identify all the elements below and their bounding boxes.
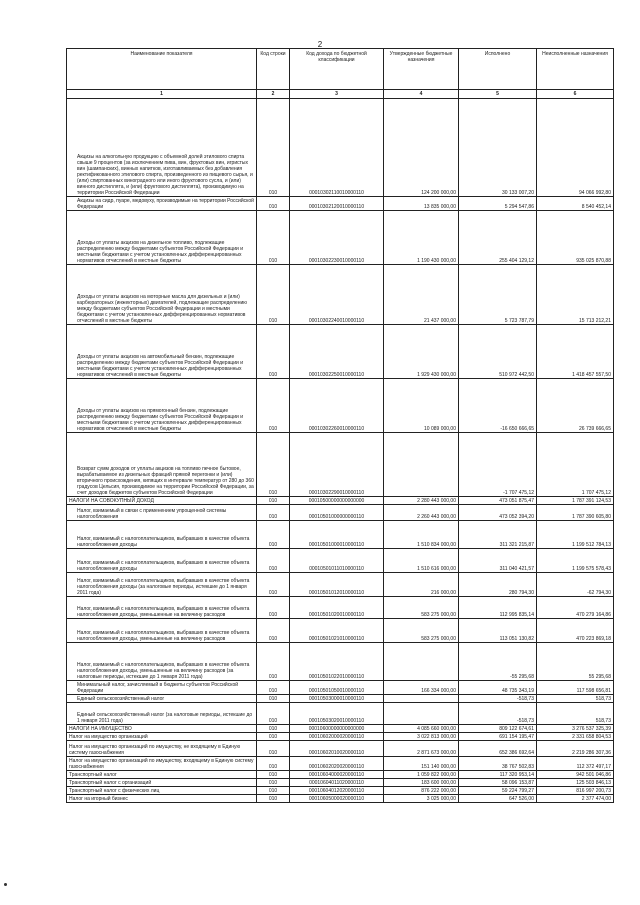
row-unexecuted: 2 219 286 307,36 (537, 741, 614, 757)
row-executed: 5 294 547,86 (459, 197, 537, 211)
row-executed: 112 995 835,14 (459, 597, 537, 619)
row-approved (384, 643, 459, 681)
row-income-code: 00010302120010000110 (290, 197, 384, 211)
row-executed: 647 526,00 (459, 795, 537, 803)
row-executed: 5 723 787,79 (459, 265, 537, 325)
table-row (67, 703, 614, 725)
row-line-code: 010 (257, 325, 290, 379)
scan-dot (4, 883, 7, 886)
row-line-code: 010 (257, 643, 290, 681)
row-approved (384, 695, 459, 703)
row-unexecuted: 94 066 992,80 (537, 99, 614, 197)
header-line-code: Код строки (257, 49, 290, 90)
row-name: Налог, взимаемый с налогоплательщиков, выбравших в качестве объекта налогообложения доходы, уменьшенные на величину расходов (67, 597, 257, 619)
row-line-code: 010 (257, 379, 290, 433)
table-row (67, 265, 614, 325)
row-executed: 38 767 502,83 (459, 757, 537, 771)
row-income-code: 00010605000020000110 (290, 795, 384, 803)
row-line-code: 010 (257, 681, 290, 695)
page-number: 2 (317, 40, 323, 49)
row-executed: 473 051 875,47 (459, 497, 537, 505)
row-name: Налог, взимаемый с налогоплательщиков, выбравших в качестве объекта налогообложения доходы, уменьшенные на величину расходов (за налоговые периоды, истекшие до 1 января 2011 года) (67, 643, 257, 681)
row-name: НАЛОГИ НА ИМУЩЕСТВО (67, 725, 257, 733)
table-row (67, 757, 614, 771)
table-row (67, 619, 614, 643)
row-executed: 30 133 007,20 (459, 99, 537, 197)
row-unexecuted: 470 279 164,86 (537, 597, 614, 619)
table-row (67, 521, 614, 549)
row-approved: 2 871 673 000,00 (384, 741, 459, 757)
table-row (67, 643, 614, 681)
table-row (67, 505, 614, 521)
row-approved: 583 275 000,00 (384, 619, 459, 643)
row-income-code: 00010501012010000110 (290, 573, 384, 597)
row-name: Акцизы на сидр, пуаре, медовуху, производимые на территории Российской Федерации (67, 197, 257, 211)
table-row (67, 725, 614, 733)
row-name: Транспортный налог с физических лиц (67, 787, 257, 795)
table-row (67, 325, 614, 379)
col-number: 3 (290, 90, 384, 99)
row-approved: 3 022 813 000,00 (384, 733, 459, 741)
row-line-code: 010 (257, 549, 290, 573)
row-income-code: 00010302110010000110 (290, 99, 384, 197)
row-executed: 280 794,30 (459, 573, 537, 597)
row-executed: -1 707 475,12 (459, 433, 537, 497)
row-name: Налог, взимаемый с налогоплательщиков, выбравших в качестве объекта налогообложения доходы, уменьшенные на величину расходов (67, 619, 257, 643)
row-unexecuted: 1 787 390 605,80 (537, 505, 614, 521)
table-row (67, 573, 614, 597)
row-line-code: 010 (257, 695, 290, 703)
row-executed: -55 295,68 (459, 643, 537, 681)
row-unexecuted: 1 707 475,12 (537, 433, 614, 497)
table-row (67, 771, 614, 779)
row-executed: 691 154 195,47 (459, 733, 537, 741)
table-row (67, 497, 614, 505)
row-income-code: 00010302260010000110 (290, 379, 384, 433)
col-number: 4 (384, 90, 459, 99)
row-income-code: 00010302250010000110 (290, 325, 384, 379)
row-executed: 59 224 799,27 (459, 787, 537, 795)
row-name: НАЛОГИ НА СОВОКУПНЫЙ ДОХОД (67, 497, 257, 505)
row-name: Налог, взимаемый с налогоплательщиков, выбравших в качестве объекта налогообложения доходы (67, 521, 257, 549)
row-name: Налог, взимаемый с налогоплательщиков, выбравших в качестве объекта налогообложения доходы (за налоговые периоды, истекшие до 1 января 2011 года) (67, 573, 257, 597)
row-approved: 583 275 000,00 (384, 597, 459, 619)
row-income-code: 00010600000000000000 (290, 725, 384, 733)
row-executed: 113 051 130,82 (459, 619, 537, 643)
row-approved: 13 835 000,00 (384, 197, 459, 211)
row-unexecuted: 2 331 658 804,53 (537, 733, 614, 741)
row-unexecuted: 1 787 391 124,53 (537, 497, 614, 505)
table-row (67, 681, 614, 695)
row-line-code: 010 (257, 741, 290, 757)
row-income-code: 00010501022010000110 (290, 643, 384, 681)
row-line-code: 010 (257, 619, 290, 643)
row-approved: 3 025 000,00 (384, 795, 459, 803)
row-approved: 1 190 430 000,00 (384, 211, 459, 265)
row-approved: 183 600 000,00 (384, 779, 459, 787)
row-income-code: 00010604011020000110 (290, 779, 384, 787)
row-line-code: 010 (257, 795, 290, 803)
table-row (67, 741, 614, 757)
row-line-code: 010 (257, 211, 290, 265)
row-income-code: 00010302290010000110 (290, 433, 384, 497)
row-unexecuted: 935 025 870,88 (537, 211, 614, 265)
row-name: Минимальный налог, зачисляемый в бюджеты субъектов Российской Федерации (67, 681, 257, 695)
row-unexecuted: -62 794,30 (537, 573, 614, 597)
row-unexecuted: 518,73 (537, 703, 614, 725)
table-body (67, 99, 614, 803)
col-number: 6 (537, 90, 614, 99)
row-unexecuted: 55 295,68 (537, 643, 614, 681)
header-row (67, 49, 614, 90)
row-unexecuted: 816 997 200,73 (537, 787, 614, 795)
row-approved: 10 089 000,00 (384, 379, 459, 433)
row-approved (384, 703, 459, 725)
row-executed: -16 650 666,65 (459, 379, 537, 433)
table-row (67, 211, 614, 265)
row-approved: 124 200 000,00 (384, 99, 459, 197)
table-row (67, 433, 614, 497)
row-executed: 255 404 129,12 (459, 211, 537, 265)
row-income-code: 00010302240010000110 (290, 265, 384, 325)
row-executed: 510 972 442,50 (459, 325, 537, 379)
header-income-code: Код дохода по бюджетной классификации (290, 49, 384, 90)
row-name: Доходы от уплаты акцизов на моторные масла для дизельных и (или) карбюраторных (инжекторных) двигателей, подлежащие распределению между бюджетами субъектов Российской Федерации и местными бюджетами с учетом установленных дифференцированных нормативов отчислений в местные бюджеты (67, 265, 257, 325)
col-number: 5 (459, 90, 537, 99)
row-line-code: 010 (257, 779, 290, 787)
col-number: 2 (257, 90, 290, 99)
row-unexecuted: 26 739 666,65 (537, 379, 614, 433)
row-executed: 311 040 421,57 (459, 549, 537, 573)
row-name: Налог на имущество организаций по имуществу, не входящему в Единую систему газоснабжения (67, 741, 257, 757)
row-line-code: 010 (257, 521, 290, 549)
col-number: 1 (67, 90, 257, 99)
row-unexecuted: 1 418 457 557,50 (537, 325, 614, 379)
header-executed: Исполнено (459, 49, 537, 90)
report-table (66, 48, 614, 803)
row-income-code: 00010604012020000110 (290, 787, 384, 795)
row-name: Налог на имущество организаций по имуществу, входящему в Единую систему газоснабжения (67, 757, 257, 771)
row-income-code: 00010500000000000000 (290, 497, 384, 505)
row-approved: 1 929 430 000,00 (384, 325, 459, 379)
row-executed: 652 386 692,64 (459, 741, 537, 757)
row-income-code: 00010501000010000110 (290, 521, 384, 549)
row-line-code: 010 (257, 771, 290, 779)
row-unexecuted: 117 598 656,81 (537, 681, 614, 695)
row-unexecuted: 1 199 575 578,43 (537, 549, 614, 573)
row-unexecuted: 942 501 046,86 (537, 771, 614, 779)
row-executed: 48 735 343,19 (459, 681, 537, 695)
row-name: Транспортный налог с организаций (67, 779, 257, 787)
row-unexecuted: 470 223 869,18 (537, 619, 614, 643)
row-unexecuted: 112 372 497,17 (537, 757, 614, 771)
table-row (67, 795, 614, 803)
row-name: Единый сельскохозяйственный налог (67, 695, 257, 703)
table-row (67, 597, 614, 619)
row-unexecuted: 15 713 212,21 (537, 265, 614, 325)
row-line-code: 010 (257, 505, 290, 521)
row-unexecuted: 1 199 512 784,13 (537, 521, 614, 549)
row-name: Доходы от уплаты акцизов на дизельное топливо, подлежащие распределению между бюджетами субъектов Российской Федерации и местными бюджетами с учетом установленных дифференцированных нормативов отчислений в местные бюджеты (67, 211, 257, 265)
row-name: Налог на игорный бизнес (67, 795, 257, 803)
row-line-code: 010 (257, 725, 290, 733)
row-approved: 876 222 000,00 (384, 787, 459, 795)
row-name: Доходы от уплаты акцизов на автомобильный бензин, подлежащие распределению между бюджетами субъектов Российской Федерации и местными бюджетами с учетом установленных дифференцированных нормативов отчислений в местные бюджеты (67, 325, 257, 379)
row-approved: 1 510 834 000,00 (384, 521, 459, 549)
row-income-code: 00010604000020000110 (290, 771, 384, 779)
row-income-code: 00010503020010000110 (290, 703, 384, 725)
row-unexecuted: 2 377 474,00 (537, 795, 614, 803)
table-row (67, 733, 614, 741)
row-name: Транспортный налог (67, 771, 257, 779)
table-row (67, 549, 614, 573)
row-income-code: 00010602010020000110 (290, 741, 384, 757)
row-line-code: 010 (257, 497, 290, 505)
row-executed: 311 321 215,87 (459, 521, 537, 549)
table-row (67, 379, 614, 433)
row-approved: 216 000,00 (384, 573, 459, 597)
row-approved: 21 437 000,00 (384, 265, 459, 325)
header-unexecuted: Неисполненные назначения (537, 49, 614, 90)
row-unexecuted: 518,73 (537, 695, 614, 703)
row-income-code: 00010501050010000110 (290, 681, 384, 695)
row-income-code: 00010602000020000110 (290, 733, 384, 741)
row-executed: 117 320 953,14 (459, 771, 537, 779)
row-name: Возврат сумм доходов от уплаты акцизов на топливо печное бытовое, вырабатываемое из дизельных фракций прямой перегонки и (или) вторичного происхождения, кипящих в интервале температур от 280 до 360 градусов Цельсия, производимое на территории Российской Федерации, за счет доходов бюджетов субъектов Российской Федерации (67, 433, 257, 497)
table-row (67, 197, 614, 211)
row-approved: 4 085 660 000,00 (384, 725, 459, 733)
row-approved: 166 334 000,00 (384, 681, 459, 695)
row-name: Налог на имущество организаций (67, 733, 257, 741)
table-row (67, 99, 614, 197)
table-row (67, 787, 614, 795)
row-executed: 58 096 153,87 (459, 779, 537, 787)
row-name: Акцизы на алкогольную продукцию с объемной долей этилового спирта свыше 9 процентов (за исключением пива, вин, фруктовых вин, игристых вин (шампанских), винных напитков, изготавливаемых без добавления ректификованного этилового спирта, произведенного из пищевого сырья, и (или) спиртованных виноградного или иного фруктового сусла, и (или) винного дистиллята, и (или) фруктового дистиллята), производимую на территории Российской Федерации (67, 99, 257, 197)
row-unexecuted: 125 503 846,13 (537, 779, 614, 787)
row-income-code: 00010302230010000110 (290, 211, 384, 265)
row-approved: 1 510 616 000,00 (384, 549, 459, 573)
row-executed: 473 052 394,20 (459, 505, 537, 521)
row-approved (384, 433, 459, 497)
row-line-code: 010 (257, 787, 290, 795)
row-line-code: 010 (257, 573, 290, 597)
row-line-code: 010 (257, 597, 290, 619)
row-income-code: 00010503000010000110 (290, 695, 384, 703)
row-executed: 809 122 674,61 (459, 725, 537, 733)
row-name: Единый сельскохозяйственный налог (за налоговые периоды, истекшие до 1 января 2011 года) (67, 703, 257, 725)
row-line-code: 010 (257, 197, 290, 211)
column-number-row (67, 90, 614, 99)
row-approved: 2 260 443 000,00 (384, 505, 459, 521)
row-line-code: 010 (257, 703, 290, 725)
row-line-code: 010 (257, 757, 290, 771)
row-income-code: 00010501000000000110 (290, 505, 384, 521)
row-executed: -518,73 (459, 695, 537, 703)
row-name: Налог, взимаемый в связи с применением упрощенной системы налогообложения (67, 505, 257, 521)
row-line-code: 010 (257, 265, 290, 325)
row-unexecuted: 8 540 452,14 (537, 197, 614, 211)
row-executed: -518,73 (459, 703, 537, 725)
table-row (67, 779, 614, 787)
header-approved: Утвержденные бюджетные назначения (384, 49, 459, 90)
row-approved: 2 280 443 000,00 (384, 497, 459, 505)
row-name: Налог, взимаемый с налогоплательщиков, выбравших в качестве объекта налогообложения доходы (67, 549, 257, 573)
row-approved: 151 140 000,00 (384, 757, 459, 771)
row-line-code: 010 (257, 733, 290, 741)
row-line-code: 010 (257, 433, 290, 497)
header-name: Наименование показателя (67, 49, 257, 90)
table-row (67, 695, 614, 703)
row-approved: 1 059 822 000,00 (384, 771, 459, 779)
row-unexecuted: 3 276 537 325,39 (537, 725, 614, 733)
row-income-code: 00010501020010000110 (290, 597, 384, 619)
row-income-code: 00010501021010000110 (290, 619, 384, 643)
row-line-code: 010 (257, 99, 290, 197)
row-income-code: 00010602020020000110 (290, 757, 384, 771)
row-income-code: 00010501011010000110 (290, 549, 384, 573)
row-name: Доходы от уплаты акцизов на прямогонный бензин, подлежащие распределению между бюджетами субъектов Российской Федерации и местными бюджетами с учетом установленных дифференцированных нормативов отчислений в местные бюджеты (67, 379, 257, 433)
